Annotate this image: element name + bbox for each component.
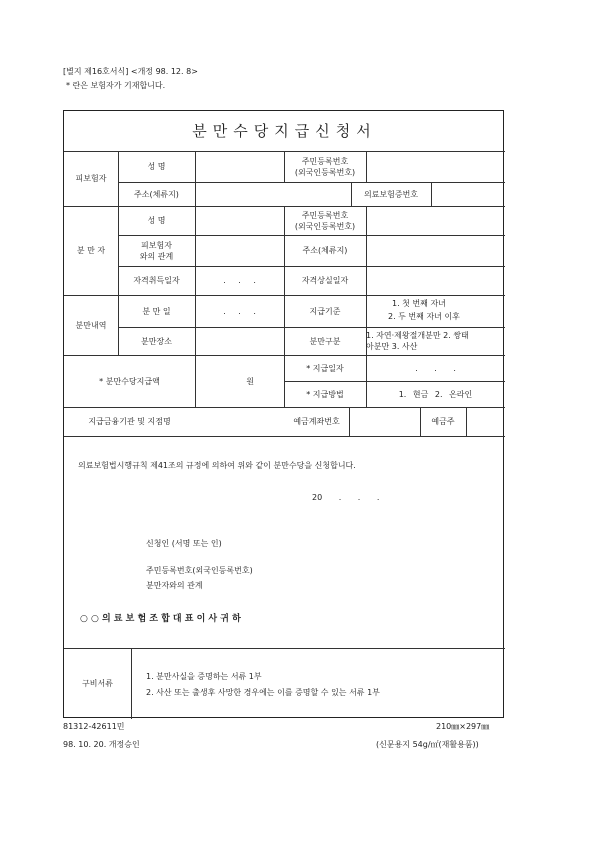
payment-amount-field[interactable]: 원 [246,376,254,386]
form-title: 분만수당지급신청서 [192,121,377,140]
criteria-label: 지급기준 [309,306,341,316]
account-number-label: 예금계좌번호 [293,417,340,426]
required-document-1: 1. 분만사실을 증명하는 서류 1부 [146,672,262,681]
insured-section-label: 피보험자 [75,174,107,183]
acquire-date-field[interactable]: . . . [223,276,256,285]
form-reference: [별지 제16호서식] <개정 98. 12. 8> [63,67,198,76]
criteria-options[interactable] [366,295,505,327]
insurance-card-field[interactable] [431,182,505,206]
mother-rrn-field[interactable] [366,206,505,235]
account-holder-label: 예금주 [431,417,455,426]
pay-method-options[interactable]: 1. 현금 2. 온라인 [398,389,473,399]
applicant-rrn[interactable]: 주민등록번호(외국인등록번호) [146,566,253,575]
delivery-type-options[interactable]: 1. 자연·제왕절개분만 2. 쌍태 아분만 3. 사산 [366,331,469,351]
application-form [63,110,504,718]
mother-address-label: 주소(체류지) [302,246,348,255]
delivery-type-label: 분만구분 [309,336,341,346]
applicant-relation[interactable]: 분만자와의 관계 [146,581,203,590]
delivery-section-label: 분만내역 [75,320,107,330]
insured-address-label: 주소(체류지) [134,189,179,199]
insured-address-field[interactable] [195,182,351,206]
addressee: ○ ○ 의 료 보 험 조 합 대 표 이 사 귀 하 [80,614,241,624]
required-documents-label: 구비서류 [82,679,113,688]
paper-spec: (신문용지 54g/㎡(재활용품)) [376,740,479,749]
criteria-option-second[interactable]: 2. 두 번째 자녀 이후 [388,312,460,321]
insurance-card-label: 의료보험증번호 [363,189,419,199]
relation-label: 피보험자 와의 관계 [139,240,174,261]
applicant-signature[interactable]: 신청인 (서명 또는 인) [146,539,222,548]
insured-name-field[interactable] [195,151,284,182]
mother-name-field[interactable] [195,206,284,235]
application-statement: 의료보험법시행규칙 제41조의 규정에 의하여 위와 같이 분만수당을 신청합니다. [78,461,356,470]
lose-date-field[interactable] [366,266,505,295]
lose-date-label: 자격상실일자 [301,276,349,285]
header-note: * 란은 보험자가 기재합니다. [66,81,166,90]
row-line [64,436,505,437]
insured-rrn-label: 주민등록번호 (외국인등록번호) [294,156,356,177]
acquire-date-label: 자격취득일자 [133,276,180,285]
application-date[interactable]: 20 . . . [312,493,380,502]
pay-method-label: * 지급방법 [306,389,344,399]
mother-name-label: 성 명 [147,216,166,225]
pay-date-label: * 지급일자 [306,363,344,373]
payment-amount-label: * 분만수당지급액 [99,376,160,386]
paper-size: 210㎜×297㎜ [436,722,490,731]
relation-field[interactable] [195,235,284,266]
delivery-place-label: 분만장소 [141,336,172,346]
account-holder-field[interactable] [466,407,505,436]
mother-section-label: 분 만 자 [76,246,106,255]
mother-rrn-label: 주민등록번호 (외국인등록번호) [294,210,356,231]
bank-institution-label: 지급금융기관 및 지점명 [88,417,171,426]
insured-rrn-field[interactable] [366,151,505,182]
account-number-field[interactable] [349,407,420,436]
mother-address-field[interactable] [366,235,505,266]
form-code: 81312-42611민 [63,722,125,731]
approval-date: 98. 10. 20. 개정승인 [63,740,140,749]
pay-date-field[interactable]: . . . [415,363,456,373]
delivery-date-label: 분 만 일 [142,306,171,316]
required-document-2: 2. 사산 또는 출생후 사망한 경우에는 이를 증명할 수 있는 서류 1부 [146,688,380,697]
criteria-option-first[interactable]: 1. 첫 번째 자녀 [392,299,446,308]
delivery-place-field[interactable] [195,327,284,355]
delivery-date-field[interactable]: . . . [223,306,256,316]
col-line [131,648,132,719]
insured-name-label: 성 명 [147,162,166,171]
